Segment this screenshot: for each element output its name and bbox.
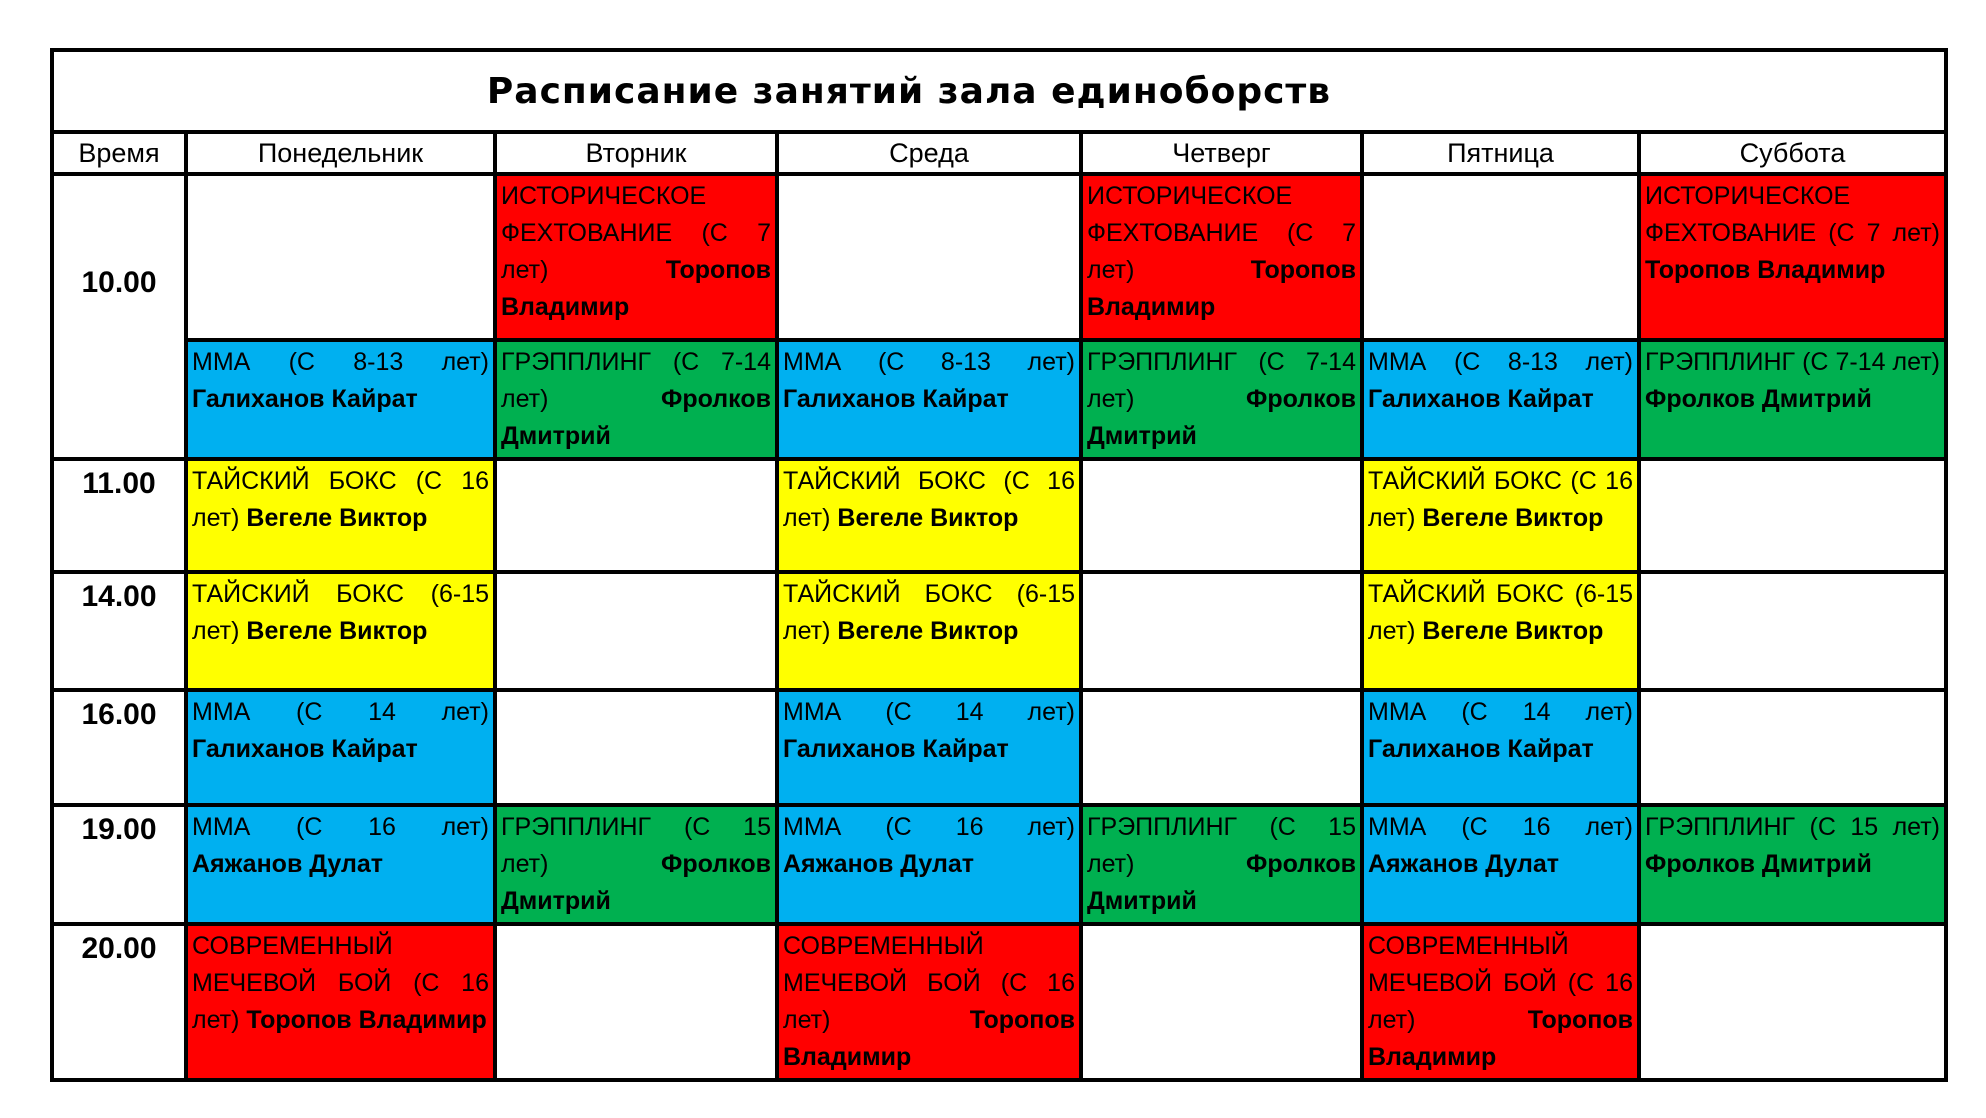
class-name: ММА [783, 348, 842, 376]
class-info [1083, 176, 1360, 328]
schedule-table [50, 48, 1948, 1082]
class-coach: Аяжанов Дулат [192, 850, 383, 878]
class-age: (С 7 лет) [1087, 219, 1357, 284]
class-cell [1362, 459, 1639, 572]
class-cell [1639, 340, 1946, 459]
class-age: (С 14 лет) [885, 698, 1075, 726]
class-name: ММА [1368, 698, 1427, 726]
class-name: ММА [1368, 348, 1427, 376]
class-name: ММА [783, 813, 842, 841]
class-cell [1081, 805, 1362, 924]
class-info [1641, 176, 1944, 291]
empty-cell [1639, 572, 1946, 690]
header-friday: Пятница [1362, 132, 1639, 174]
class-coach: Фролков Дмитрий [1087, 385, 1356, 450]
class-age: (С 7-14 лет) [1802, 348, 1940, 376]
class-name: ТАЙСКИЙ БОКС [192, 467, 397, 495]
class-coach: Вегеле Виктор [1422, 617, 1604, 645]
class-age: (С 16 лет) [1461, 813, 1633, 841]
class-name: СОВРЕМЕННЫЙ МЕЧЕВОЙ БОЙ [192, 932, 393, 997]
class-cell [1362, 340, 1639, 459]
class-cell [186, 805, 495, 924]
class-cell [777, 459, 1081, 572]
class-info [1364, 692, 1637, 770]
class-coach: Галиханов Кайрат [192, 735, 418, 763]
class-cell [186, 340, 495, 459]
header-thursday: Четверг [1081, 132, 1362, 174]
header-monday: Понедельник [186, 132, 495, 174]
class-coach: Торопов Владимир [1087, 256, 1356, 321]
header-time: Время [52, 132, 186, 174]
class-cell [186, 572, 495, 690]
class-info [188, 461, 493, 539]
schedule-title: Расписание занятий зала единоборств [52, 50, 1946, 132]
class-info [1364, 926, 1637, 1078]
class-name: ГРЭППЛИНГ [1645, 813, 1796, 841]
class-info [497, 176, 775, 328]
class-name: ММА [1368, 813, 1427, 841]
class-info [188, 807, 493, 885]
class-age: (С 16 лет) [885, 813, 1075, 841]
class-cell [495, 340, 777, 459]
class-coach: Фролков Дмитрий [501, 385, 771, 450]
class-coach: Аяжанов Дулат [783, 850, 974, 878]
class-coach: Вегеле Виктор [837, 617, 1019, 645]
class-name: ГРЭППЛИНГ [1087, 813, 1238, 841]
class-age: (6-15 лет) [1368, 580, 1634, 645]
class-cell [495, 805, 777, 924]
class-name: ТАЙСКИЙ БОКС [783, 580, 993, 608]
class-age: (С 7-14 лет) [501, 348, 771, 413]
class-info [779, 807, 1079, 885]
class-name: ТАЙСКИЙ БОКС [192, 580, 405, 608]
class-age: (С 14 лет) [296, 698, 489, 726]
class-age: (С 16 лет) [783, 467, 1075, 532]
class-cell [1081, 340, 1362, 459]
header-wednesday: Среда [777, 132, 1081, 174]
class-info [1364, 574, 1637, 652]
class-coach: Галиханов Кайрат [783, 385, 1009, 413]
empty-cell [1639, 459, 1946, 572]
time-cell: 14.00 [52, 572, 186, 690]
class-cell [1362, 690, 1639, 805]
class-coach: Галиханов Кайрат [783, 735, 1009, 763]
class-age: (С 8-13 лет) [1453, 348, 1633, 376]
class-cell [1362, 924, 1639, 1080]
class-name: ММА [783, 698, 842, 726]
class-cell [186, 690, 495, 805]
empty-cell [495, 690, 777, 805]
empty-cell [1362, 174, 1639, 340]
class-age: (С 15 лет) [1809, 813, 1941, 841]
class-name: ГРЭППЛИНГ [1645, 348, 1796, 376]
class-name: ГРЭППЛИНГ [501, 813, 652, 841]
class-name: СОВРЕМЕННЫЙ МЕЧЕВОЙ БОЙ [1368, 932, 1569, 997]
class-info [779, 342, 1079, 420]
class-age: (С 8-13 лет) [288, 348, 489, 376]
class-coach: Фролков Дмитрий [1087, 850, 1356, 915]
class-info [1364, 807, 1637, 885]
class-name: ГРЭППЛИНГ [1087, 348, 1238, 376]
class-age: (С 16 лет) [192, 467, 490, 532]
header-saturday: Суббота [1639, 132, 1946, 174]
class-coach: Вегеле Виктор [837, 504, 1019, 532]
empty-cell [1081, 459, 1362, 572]
class-name: СОВРЕМЕННЫЙ МЕЧЕВОЙ БОЙ [783, 932, 984, 997]
empty-cell [495, 459, 777, 572]
header-tuesday: Вторник [495, 132, 777, 174]
class-age: (6-15 лет) [192, 580, 490, 645]
class-name: ИСТОРИЧЕСКОЕ ФЕХТОВАНИЕ [501, 182, 707, 247]
class-age: (С 15 лет) [1087, 813, 1356, 878]
class-cell [777, 924, 1081, 1080]
class-cell [777, 805, 1081, 924]
class-coach: Торопов Владимир [1368, 1006, 1633, 1071]
class-info [779, 926, 1079, 1078]
class-coach: Торопов Владимир [246, 1006, 487, 1034]
class-cell [1639, 805, 1946, 924]
class-age: (6-15 лет) [783, 580, 1076, 645]
class-name: ТАЙСКИЙ БОКС [1368, 467, 1562, 495]
class-cell [777, 340, 1081, 459]
class-coach: Галиханов Кайрат [192, 385, 418, 413]
class-coach: Вегеле Виктор [1422, 504, 1604, 532]
class-coach: Вегеле Виктор [246, 617, 428, 645]
class-age: (С 16 лет) [783, 969, 1075, 1034]
empty-cell [1639, 924, 1946, 1080]
class-coach: Торопов Владимир [501, 256, 771, 321]
class-age: (С 14 лет) [1461, 698, 1633, 726]
class-info [497, 342, 775, 457]
class-name: ИСТОРИЧЕСКОЕ ФЕХТОВАНИЕ [1087, 182, 1293, 247]
class-cell [186, 924, 495, 1080]
class-info [1364, 342, 1637, 420]
class-name: ММА [192, 348, 251, 376]
empty-cell [777, 174, 1081, 340]
class-info [1364, 461, 1637, 539]
class-info [779, 692, 1079, 770]
class-coach: Аяжанов Дулат [1368, 850, 1559, 878]
class-cell [777, 690, 1081, 805]
class-name: ГРЭППЛИНГ [501, 348, 652, 376]
time-cell: 16.00 [52, 690, 186, 805]
time-cell: 11.00 [52, 459, 186, 572]
class-cell [495, 174, 777, 340]
class-name: ММА [192, 813, 251, 841]
class-cell [1081, 174, 1362, 340]
empty-cell [1081, 572, 1362, 690]
empty-cell [495, 572, 777, 690]
class-name: ТАЙСКИЙ БОКС [783, 467, 986, 495]
class-coach: Фролков Дмитрий [1645, 385, 1872, 413]
class-info [188, 692, 493, 770]
class-info [188, 342, 493, 420]
class-cell [1362, 805, 1639, 924]
class-cell [1639, 174, 1946, 340]
class-cell [186, 459, 495, 572]
class-coach: Вегеле Виктор [246, 504, 428, 532]
class-info [779, 574, 1079, 652]
class-coach: Галиханов Кайрат [1368, 385, 1594, 413]
class-info [188, 574, 493, 652]
time-cell: 19.00 [52, 805, 186, 924]
class-name: ММА [192, 698, 251, 726]
empty-cell [1639, 690, 1946, 805]
class-cell [777, 572, 1081, 690]
class-age: (С 16 лет) [1368, 467, 1633, 532]
class-coach: Торопов Владимир [783, 1006, 1075, 1071]
class-info [497, 807, 775, 922]
class-cell [1362, 572, 1639, 690]
class-age: (С 16 лет) [192, 969, 489, 1034]
class-name: ТАЙСКИЙ БОКС [1368, 580, 1565, 608]
class-age: (С 16 лет) [296, 813, 489, 841]
class-coach: Фролков Дмитрий [1645, 850, 1872, 878]
class-coach: Галиханов Кайрат [1368, 735, 1594, 763]
empty-cell [1081, 690, 1362, 805]
class-age: (С 8-13 лет) [877, 348, 1075, 376]
class-age: (С 16 лет) [1368, 969, 1633, 1034]
class-name: ИСТОРИЧЕСКОЕ ФЕХТОВАНИЕ [1645, 182, 1851, 247]
class-age: (С 7 лет) [1828, 219, 1940, 247]
class-info [1083, 807, 1360, 922]
class-info [1083, 342, 1360, 457]
class-age: (С 7-14 лет) [1087, 348, 1356, 413]
class-age: (С 7 лет) [501, 219, 772, 284]
class-info [188, 926, 493, 1041]
class-info [1641, 342, 1944, 420]
empty-cell [186, 174, 495, 340]
class-info [779, 461, 1079, 539]
empty-cell [495, 924, 777, 1080]
class-info [1641, 807, 1944, 885]
empty-cell [1081, 924, 1362, 1080]
time-cell: 10.00 [52, 174, 186, 459]
class-coach: Торопов Владимир [1645, 256, 1886, 284]
class-coach: Фролков Дмитрий [501, 850, 771, 915]
time-cell: 20.00 [52, 924, 186, 1080]
class-age: (С 15 лет) [501, 813, 771, 878]
